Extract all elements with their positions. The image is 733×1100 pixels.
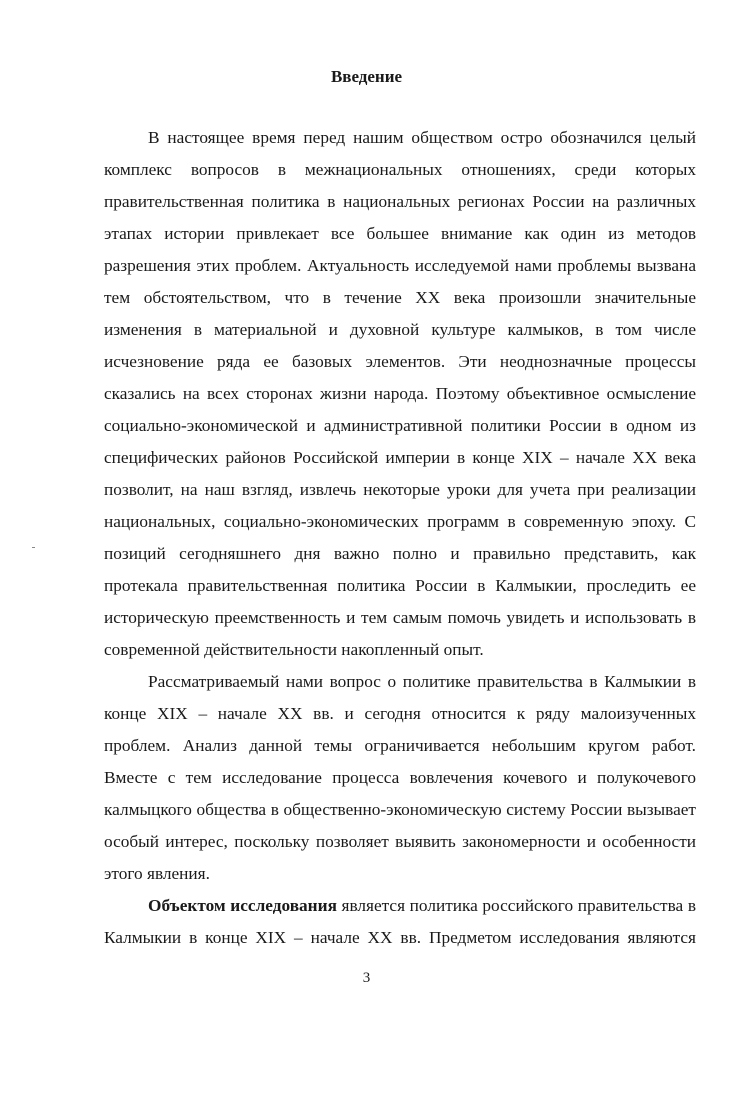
scan-speck <box>32 547 35 548</box>
paragraph-line: конце XIX – начале XX вв. и сегодня относится к ряду малоизученных <box>104 704 696 723</box>
paragraph-line: этапах истории привлекает все большее внимание как один из методов <box>104 224 696 243</box>
paragraph-line: исчезновение ряда ее базовых элементов. Эти неоднозначные процессы <box>104 352 696 371</box>
paragraph-line: позиций сегодняшнего дня важно полно и правильно представить, как <box>104 544 696 563</box>
page-number: 3 <box>362 970 371 986</box>
paragraph-line: Вместе с тем исследование процесса вовлечения кочевого и полукочевого <box>104 768 696 787</box>
paragraph-line: сказались на всех сторонах жизни народа. Поэтому объективное осмысление <box>104 384 696 403</box>
paragraph-line: особый интерес, поскольку позволяет выявить закономерности и особенности <box>104 832 696 851</box>
paragraph-line: социально-экономической и административной политики России в одном из <box>104 416 696 435</box>
paragraph-line: современной действительности накопленный опыт. <box>104 640 484 659</box>
paragraph-line: изменения в материальной и духовной культуре калмыков, в том числе <box>104 320 696 339</box>
paragraph-line: позволит, на наш взгляд, извлечь некоторые уроки для учета при реализации <box>104 480 696 499</box>
paragraph-line: разрешения этих проблем. Актуальность исследуемой нами проблемы вызвана <box>104 256 696 275</box>
paragraph-line: В настоящее время перед нашим обществом остро обозначился целый <box>148 128 696 147</box>
paragraph-text: является политика российского правительства в <box>336 896 696 915</box>
paragraph-line: Рассматриваемый нами вопрос о политике правительства в Калмыкии в <box>148 672 696 691</box>
paragraph-line: протекала правительственная политика России в Калмыкии, проследить ее <box>104 576 696 595</box>
paragraph-line: комплекс вопросов в межнациональных отношениях, среди которых <box>104 160 696 179</box>
paragraph-line: историческую преемственность и тем самым помочь увидеть и использовать в <box>104 608 696 627</box>
paragraph-line: тем обстоятельством, что в течение XX века произошли значительные <box>104 288 696 307</box>
section-heading: Введение <box>330 67 403 86</box>
paragraph-line: национальных, социально-экономических программ в современную эпоху. С <box>104 512 696 531</box>
paragraph-line: калмыцкого общества в общественно-экономическую систему России вызывает <box>104 800 696 819</box>
paragraph-line: Калмыкии в конце XIX – начале XX вв. Предметом исследования являются <box>104 928 696 947</box>
bold-term: Объектом исследования <box>148 896 337 915</box>
paragraph-line <box>148 893 696 919</box>
paragraph-line: этого явления. <box>104 864 210 883</box>
paragraph-line: проблем. Анализ данной темы ограничивается небольшим кругом работ. <box>104 736 696 755</box>
paragraph-line: правительственная политика в национальных регионах России на различных <box>104 192 696 211</box>
paragraph-line: специфических районов Российской империи в конце XIX – начале XX века <box>104 448 696 467</box>
